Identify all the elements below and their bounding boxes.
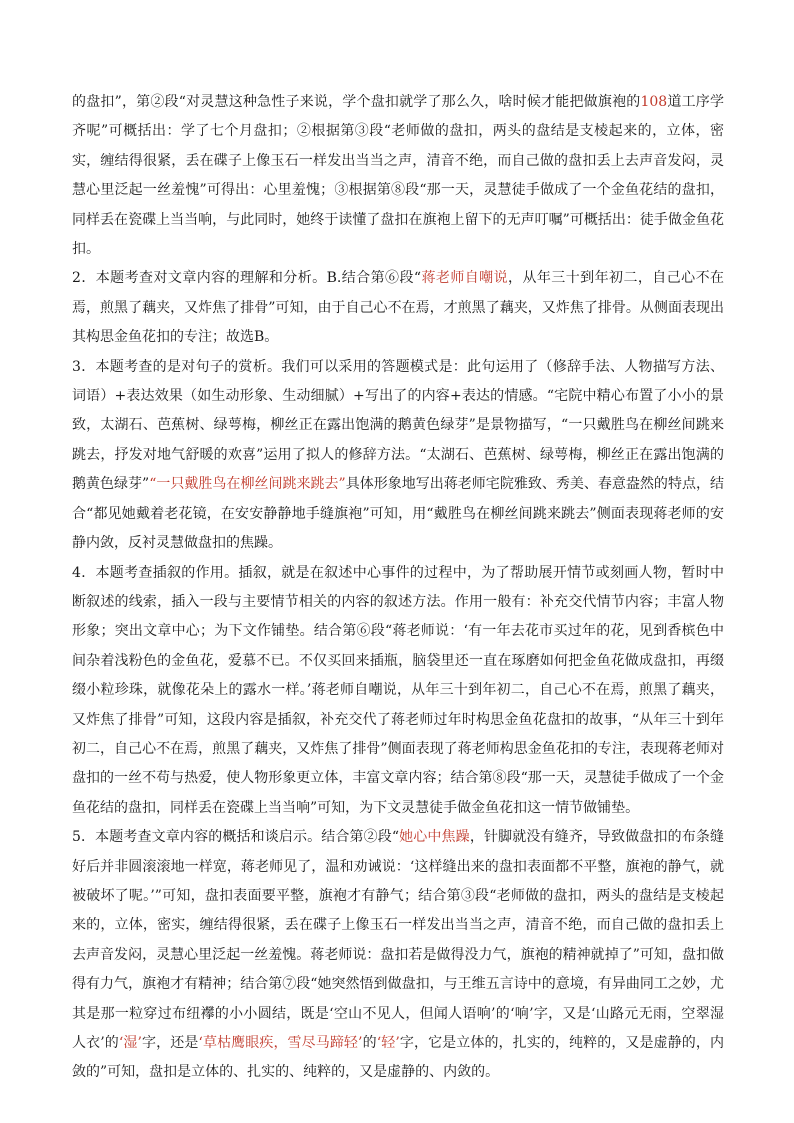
paragraph-text: 的盘扣”，第②段“对灵慧这种急性子来说，学个盘扣就学了那么久，啥时候才能把做旗袍的 [72, 94, 641, 110]
paragraph-text: 5．本题考查文章内容的概括和谈启示。结合第②段“ [72, 829, 400, 846]
paragraph-text: 字，它是立体的，扎实的，纯粹的，又是虚静的，内敛的”可知，盘扣是立体的、扎实的、纯粹的，又是虚静的、内敛的。 [72, 1035, 725, 1081]
highlighted-text: ‘湿’ [118, 1035, 142, 1051]
paragraph-text: ，针脚就没有缝齐，导致做盘扣的布条缝好后并非圆滚滚地一样宽，蒋老师见了，温和劝诫说：‘这样缝出来的盘扣表面都不平整，旗袍的静气，就被破坏了呢。’”可知，盘扣表面要平整，旗袍才有静气；结合第③段“老师做的盘扣，两头的盘结是支棱起来的，立体，密实，缠结得很紧，丢在碟子上像玉石一样发出当当之声，清音不绝，而自己做的盘扣丢上去声音发闷，灵慧心里泛起一丝羞愧。蒋老师说：盘扣若是做得没力气，旗袍的精神就掉了”可知，盘扣做得有力气，旗袍才有精神；结合第⑦段“她突然悟到做盘扣，与王维五言诗中的意境，有异曲同工之妙，尤其是那一粒穿过布纽襻的小小圆结，既是‘空山不见人，但闻人语响’的‘响’字，又是‘山路元无雨，空翠湿人衣’的 [72, 829, 725, 1051]
paragraph-text: 具体形象地写出蒋老师宅院雅致、秀美、春意盎然的特点，结合“都见她戴着老花镜，在安安静静地手缝旗袍”可知，用“戴胜鸟在柳丝间跳来跳去”侧面表现蒋老师的安静内敛，反衬灵慧做盘扣的焦躁。 [72, 476, 724, 552]
paragraph-text: 4．本题考查插叙的作用。插叙，就是在叙述中心事件的过程中，为了帮助展开情节或刻画人物，暂时中断叙述的线索，插入一段与主要情节相关的内容的叙述方法。作用一般有：补充交代情节内容；丰富人物形象；突出文章中心；为下文作铺垫。结合第⑥段“蒋老师说：‘有一年去花市买过年的花，见到香槟色中间杂着浅粉色的金鱼花，爱慕不已。不仅买回来插瓶，脑袋里还一直在琢磨如何把金鱼花做成盘扣，再缀缀小粒珍珠，就像花朵上的露水一样。’蒋老师自嘲说，从年三十到年初二，自己心不在焉，煎黑了藕夹，又炸焦了排骨”可知，这段内容是插叙，补充交代了蒋老师过年时构思金鱼花盘扣的故事，“从年三十到年初二，自己心不在焉，煎黑了藕夹，又炸焦了排骨”侧面表现了蒋老师构思金鱼花扣的专注，表现蒋老师对盘扣的一丝不苟与热爱，使人物形象更立体，丰富文章内容；结合第⑧段“那一天，灵慧徒手做成了一个金鱼花结的盘扣，同样丢在瓷碟上当当响”可知，为下文灵慧徒手做金鱼花扣这一情节做铺垫。 [72, 564, 724, 816]
highlighted-text: 蒋老师自嘲说 [421, 270, 509, 287]
answer-paragraph [72, 559, 724, 824]
paragraph-text: 2．本题考查对文章内容的理解和分析。B.结合第⑥段“ [72, 270, 422, 287]
paragraph-text: 字，还是 [141, 1035, 199, 1051]
answer-paragraph [72, 264, 724, 352]
paragraph-text: 3．本题考查的是对句子的赏析。我们可以采用的答题模式是：此句运用了（修辞手法、人物描写方法、词语）+表达效果（如生动形象、生动细腻）+写出了的内容+表达的情感。“宅院中精心布置了小小的景致，太湖石、芭蕉树、绿萼梅，柳丝正在露出饱满的鹅黄色绿芽”是景物描写，“一只戴胜鸟在柳丝间跳来跳去，抒发对地气舒暖的欢喜”运用了拟人的修辞方法。“太湖石、芭蕉树、绿萼梅，柳丝正在露出饱满的鹅黄色绿芽” [72, 358, 724, 493]
answer-paragraph [72, 823, 724, 1088]
highlighted-text: ‘草枯鹰眼疾，雪尽马蹄轻’ [198, 1035, 363, 1051]
answer-paragraph [72, 353, 724, 559]
answer-paragraph [72, 88, 724, 264]
highlighted-text: 108 [640, 94, 668, 110]
paragraph-text: ，从年三十到年初二，自己心不在焉，煎黑了藕夹，又炸焦了排骨”可知，由于自己心不在焉，才煎黑了藕夹，又炸焦了排骨。从侧面表现出其构思金鱼花扣的专注；故选B。 [72, 270, 725, 346]
paragraph-text: 的 [362, 1035, 377, 1051]
paragraph-text: 道工序学齐呢”可概括出：学了七个月盘扣；②根据第③段“老师做的盘扣，两头的盘结是支棱起来的，立体，密实，缠结得很紧，丢在碟子上像玉石一样发出当当之声，清音不绝，而自己做的盘扣丢上去声音发闷，灵慧心里泛起一丝羞愧”可得出：心里羞愧；③根据第⑧段“那一天，灵慧徒手做成了一个金鱼花结的盘扣，同样丢在瓷碟上当当响，与此同时，她终于读懂了盘扣在旗袍上留下的无声叮嘱”可概括出：徒手做金鱼花扣。 [72, 94, 724, 258]
highlighted-text: “一只戴胜鸟在柳丝间跳来跳去” [149, 476, 346, 493]
highlighted-text: ‘轻’ [376, 1035, 400, 1051]
highlighted-text: 她心中焦躁 [399, 829, 470, 846]
